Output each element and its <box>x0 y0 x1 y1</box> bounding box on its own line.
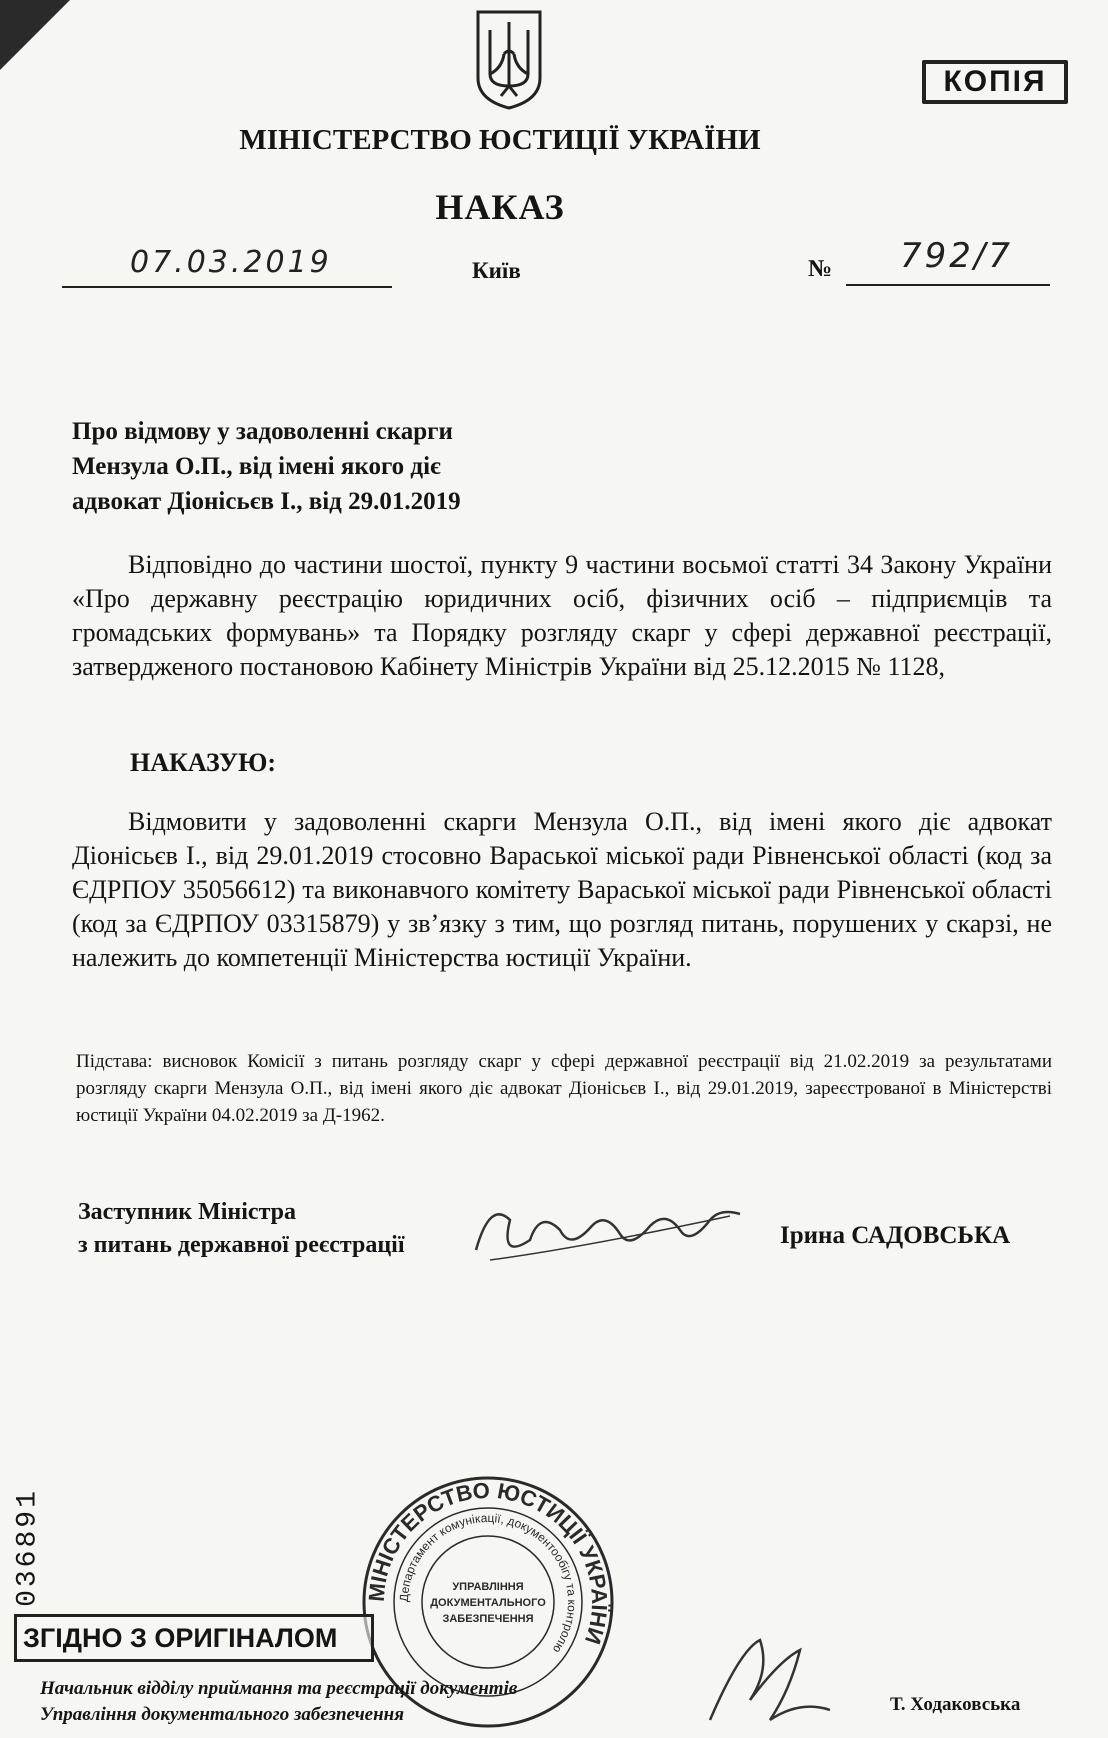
decision-paragraph: Відмовити у задоволенні скарги Мензула О.П., від імені якого діє адвокат Діонісьєв І., від 29.01.2019 стосовно Вараської міської ради Рівненської області (код за ЄДРПОУ 35056612) та виконавчого комітету Вараської міської ради Рівненської області (код за ЄДРПОУ 03315879) у зв’язку з тим, що розгляд питань, порушених у скарзі, не належить до компетенції Міністерства юстиції України. <box>72 807 1052 972</box>
registration-number: 036891 <box>12 1488 44 1607</box>
scan-corner-shadow <box>0 0 70 70</box>
order-date: 07.03.2019 <box>130 245 332 280</box>
ministry-name: МІНІСТЕРСТВО ЮСТИЦІЇ УКРАЇНИ <box>239 124 761 156</box>
department-head-name: Т. Ходаковська <box>890 1694 1021 1715</box>
head-signature <box>700 1630 840 1730</box>
copy-stamp: КОПІЯ <box>922 60 1068 104</box>
subject-line: адвокат Діонісьєв І., від 29.01.2019 <box>72 488 461 515</box>
subject-line: Про відмову у задоволенні скарги <box>72 418 453 445</box>
trident-emblem-icon <box>474 8 544 110</box>
order-subject <box>72 414 592 519</box>
preamble-paragraph: Відповідно до частини шостої, пункту 9 частини восьмої статті 34 Закону України «Про державну реєстрацію юридичних осіб, фізичних осіб – підприємців та громадських формувань» та Порядку розгляду скарг у сфері державної реєстрації, затвердженого постановою Кабінету Міністрів України від 25.12.2015 № 1128, <box>72 550 1052 681</box>
signer-name: Ірина САДОВСЬКА <box>780 1222 1011 1249</box>
subject-line: Мензула О.П., від імені якого діє <box>72 453 441 480</box>
city: Київ <box>472 258 521 283</box>
number-sign: № <box>808 256 833 282</box>
seal-center-line: УПРАВЛІННЯ <box>452 1581 524 1593</box>
document-type: НАКАЗ <box>435 187 565 227</box>
seal-center-line: ЗАБЕЗПЕЧЕННЯ <box>442 1613 534 1625</box>
basis-note: Підстава: висновок Комісії з питань розгляду скарг у сфері державної реєстрації від 21.02.2019 за результатами розгляду скарги Мензула О.П., від імені якого діє адвокат Діонісьєв І., від 29.01.2019, зареєстрованої в Міністерстві юстиції України 04.02.2019 за Д-1962. <box>76 1051 1052 1126</box>
order-number: 792/7 <box>900 236 1013 276</box>
department-head-title: Начальник відділу приймання та реєстрації документів Управління документального забезпечення <box>40 1678 518 1725</box>
signer-title: Заступник Міністра з питань державної реєстрації <box>78 1199 405 1258</box>
seal-inner-text: Департамент комунікації, документообігу та контролю <box>396 1510 580 1656</box>
original-conformity-stamp: ЗГІДНО З ОРИГІНАЛОМ <box>14 1614 374 1662</box>
order-word: НАКАЗУЮ: <box>130 748 277 777</box>
seal-center-line: ДОКУМЕНТАЛЬНОГО <box>430 1597 546 1609</box>
seal-outer-text: МІНІСТЕРСТВО ЮСТИЦІЇ УКРАЇНИ <box>363 1477 613 1648</box>
handwritten-signature <box>470 1190 750 1280</box>
